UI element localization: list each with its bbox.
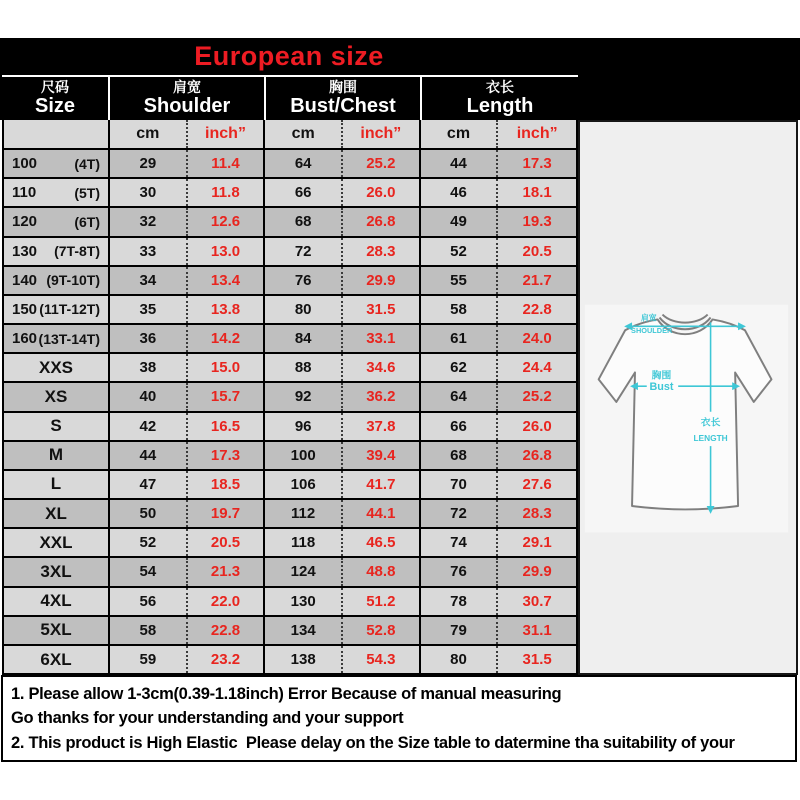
le-cm-value: 62 <box>421 354 499 381</box>
column-header-bust <box>266 77 422 120</box>
table-row <box>4 296 576 325</box>
length-label-en: Length <box>466 95 534 118</box>
le-cm-value: 74 <box>421 529 499 556</box>
table-row <box>4 529 576 558</box>
length-inch-unit: inch” <box>516 125 558 142</box>
size-cell <box>4 179 110 206</box>
size-cell <box>4 296 110 323</box>
le-in-value: 24.0 <box>522 330 552 348</box>
bu-in-value: 54.3 <box>343 646 421 673</box>
le-in-value: 29.9 <box>522 563 552 581</box>
sh-in-value: 22.0 <box>188 588 266 615</box>
table-row <box>4 325 576 354</box>
size-value: 120 <box>12 213 38 231</box>
diagram-bust-label-en: Bust <box>649 381 674 394</box>
bu-in-value: 41.7 <box>343 471 421 498</box>
size-cell <box>4 238 110 265</box>
sh-cm-value: 47 <box>110 471 188 498</box>
shoulder-inch-unit: inch” <box>188 120 266 148</box>
bust-inch-unit: inch” <box>343 120 421 148</box>
size-value: 3XL <box>40 561 72 581</box>
sh-in-value: 22.8 <box>188 617 266 644</box>
size-cell <box>4 150 110 177</box>
size-cell <box>4 558 110 585</box>
sh-cm-value: 52 <box>110 529 188 556</box>
le-cm-value: 68 <box>421 442 499 469</box>
le-cm-value: 80 <box>421 646 499 673</box>
size-cell <box>4 471 110 498</box>
diagram-length-label-en: LENGTH <box>693 433 728 444</box>
note-2: Go thanks for your understanding and your support <box>11 709 404 727</box>
diagram-length-label-zh: 衣长 <box>700 417 721 429</box>
sh-in-value: 15.7 <box>188 383 266 410</box>
sh-in-value: 17.3 <box>188 442 266 469</box>
sh-cm-value: 33 <box>110 238 188 265</box>
sh-cm-value: 40 <box>110 383 188 410</box>
sh-cm-value: 58 <box>110 617 188 644</box>
bu-in-value: 26.0 <box>343 179 421 206</box>
bu-in-value: 28.3 <box>343 238 421 265</box>
bu-in-value: 25.2 <box>343 150 421 177</box>
le-cm-value: 78 <box>421 588 499 615</box>
size-age-tag: (13T-14T) <box>38 330 100 347</box>
bu-in-value: 44.1 <box>343 500 421 527</box>
sh-cm-value: 36 <box>110 325 188 352</box>
sh-cm-value: 54 <box>110 558 188 585</box>
bu-cm-value: 64 <box>265 150 343 177</box>
size-table <box>2 120 578 675</box>
le-cm-value: 55 <box>421 267 499 294</box>
table-row <box>4 500 576 529</box>
footer-notes <box>1 675 797 762</box>
size-age-tag: (7T-8T) <box>54 243 100 260</box>
table-row <box>4 383 576 412</box>
bu-cm-value: 92 <box>265 383 343 410</box>
bu-in-value: 46.5 <box>343 529 421 556</box>
size-age-tag: (9T-10T) <box>46 272 100 289</box>
le-in-value: 31.1 <box>522 621 552 639</box>
sh-in-value: 14.2 <box>188 325 266 352</box>
table-row <box>4 646 576 675</box>
le-cm-value: 49 <box>421 208 499 235</box>
tshirt-diagram <box>580 122 796 673</box>
size-age-tag: (6T) <box>74 213 100 230</box>
size-cell <box>4 617 110 644</box>
size-value: XXL <box>39 532 73 552</box>
diagram-shoulder-label-zh: 肩宽 <box>640 313 657 323</box>
le-in-value: 17.3 <box>522 155 552 173</box>
sh-cm-value: 38 <box>110 354 188 381</box>
table-row <box>4 617 576 646</box>
bust-label-en: Bust/Chest <box>290 95 396 118</box>
shoulder-label-zh: 肩宽 <box>173 78 201 95</box>
sh-cm-value: 30 <box>110 179 188 206</box>
table-row <box>4 558 576 587</box>
bu-in-value: 34.6 <box>343 354 421 381</box>
size-label-en: Size <box>34 95 76 118</box>
size-cell <box>4 413 110 440</box>
bu-in-value: 48.8 <box>343 558 421 585</box>
bu-cm-value: 138 <box>265 646 343 673</box>
column-header-size <box>2 77 110 120</box>
size-cell <box>4 267 110 294</box>
sh-in-value: 13.0 <box>188 238 266 265</box>
sh-in-value: 11.8 <box>188 179 266 206</box>
le-in-value: 27.6 <box>522 475 552 493</box>
size-value: 110 <box>12 184 37 202</box>
table-row <box>4 354 576 383</box>
size-cell <box>4 500 110 527</box>
bu-in-value: 52.8 <box>343 617 421 644</box>
size-cell <box>4 208 110 235</box>
sh-cm-value: 50 <box>110 500 188 527</box>
sh-cm-value: 29 <box>110 150 188 177</box>
size-age-tag: (11T-12T) <box>39 301 100 318</box>
bu-cm-value: 106 <box>265 471 343 498</box>
size-value: M <box>48 445 64 465</box>
le-in-value: 19.3 <box>522 213 552 231</box>
sh-in-value: 18.5 <box>188 471 266 498</box>
table-row <box>4 442 576 471</box>
column-header-length <box>422 77 578 120</box>
bu-cm-value: 100 <box>265 442 343 469</box>
sh-in-value: 20.5 <box>188 529 266 556</box>
length-label-zh: 衣长 <box>486 78 514 95</box>
sh-in-value: 23.2 <box>188 646 266 673</box>
size-cell <box>4 325 110 352</box>
sh-cm-value: 35 <box>110 296 188 323</box>
bu-cm-value: 72 <box>265 238 343 265</box>
shoulder-label-en: Shoulder <box>143 95 231 118</box>
size-value: 4XL <box>40 591 72 611</box>
size-value: S <box>50 416 62 436</box>
units-row-size-cell <box>4 120 110 148</box>
sh-in-value: 16.5 <box>188 413 266 440</box>
le-in-value: 28.3 <box>522 505 552 523</box>
size-value: XXS <box>38 357 74 377</box>
bu-in-value: 36.2 <box>343 383 421 410</box>
sh-in-value: 13.4 <box>188 267 266 294</box>
sh-cm-value: 44 <box>110 442 188 469</box>
size-cell <box>4 529 110 556</box>
le-cm-value: 52 <box>421 238 499 265</box>
le-in-value: 29.1 <box>522 534 552 552</box>
sh-cm-value: 32 <box>110 208 188 235</box>
bu-in-value: 51.2 <box>343 588 421 615</box>
le-cm-value: 61 <box>421 325 499 352</box>
diagram-panel <box>578 120 798 675</box>
bu-cm-value: 80 <box>265 296 343 323</box>
bust-label-zh: 胸围 <box>329 78 357 95</box>
bu-cm-value: 130 <box>265 588 343 615</box>
sh-in-value: 11.4 <box>188 150 266 177</box>
le-cm-value: 46 <box>421 179 499 206</box>
size-value: 130 <box>12 242 38 260</box>
bu-cm-value: 112 <box>265 500 343 527</box>
size-value: 6XL <box>40 649 72 669</box>
le-in-value: 18.1 <box>522 184 552 202</box>
size-value: 100 <box>12 155 38 173</box>
sh-cm-value: 56 <box>110 588 188 615</box>
sh-in-value: 19.7 <box>188 500 266 527</box>
page-title: European size <box>194 41 384 71</box>
le-cm-value: 58 <box>421 296 499 323</box>
bu-cm-value: 84 <box>265 325 343 352</box>
le-in-value: 22.8 <box>522 300 552 318</box>
bu-cm-value: 68 <box>265 208 343 235</box>
length-cm-unit: cm <box>421 120 499 148</box>
le-in-value: 21.7 <box>522 271 552 289</box>
le-cm-value: 70 <box>421 471 499 498</box>
size-value: L <box>50 474 62 494</box>
size-value: XS <box>44 386 68 406</box>
le-in-value: 25.2 <box>522 388 552 406</box>
le-in-value: 26.0 <box>522 417 552 435</box>
le-in-value: 26.8 <box>522 446 552 464</box>
bu-cm-value: 134 <box>265 617 343 644</box>
size-age-tag: (4T) <box>74 155 100 172</box>
size-value: XL <box>45 503 67 523</box>
bu-in-value: 29.9 <box>343 267 421 294</box>
note-1: 1. Please allow 1-3cm(0.39-1.18inch) Error Because of manual measuring <box>11 684 562 703</box>
header-band <box>0 38 800 120</box>
size-age-tag: (5T) <box>74 184 100 201</box>
le-cm-value: 76 <box>421 558 499 585</box>
sh-in-value: 15.0 <box>188 354 266 381</box>
le-in-value: 20.5 <box>522 242 552 260</box>
bu-in-value: 33.1 <box>343 325 421 352</box>
bu-cm-value: 88 <box>265 354 343 381</box>
diagram-shoulder-label-en: SHOULDER <box>631 326 673 336</box>
size-cell <box>4 383 110 410</box>
size-cell <box>4 442 110 469</box>
size-cell <box>4 354 110 381</box>
bu-in-value: 39.4 <box>343 442 421 469</box>
bu-in-value: 31.5 <box>343 296 421 323</box>
sh-cm-value: 34 <box>110 267 188 294</box>
table-row <box>4 150 576 179</box>
size-value: 140 <box>12 271 38 289</box>
units-row <box>4 120 576 150</box>
le-in-value: 24.4 <box>522 359 552 377</box>
bu-cm-value: 76 <box>265 267 343 294</box>
sh-in-value: 21.3 <box>188 558 266 585</box>
le-cm-value: 66 <box>421 413 499 440</box>
sh-in-value: 12.6 <box>188 208 266 235</box>
sh-in-value: 13.8 <box>188 296 266 323</box>
bu-cm-value: 118 <box>265 529 343 556</box>
table-row <box>4 238 576 267</box>
bu-cm-value: 66 <box>265 179 343 206</box>
sh-cm-value: 59 <box>110 646 188 673</box>
le-in-value: 31.5 <box>522 651 552 668</box>
bu-in-value: 37.8 <box>343 413 421 440</box>
note-3: 2. This product is High Elastic Please delay on the Size table to datermine tha suitability of your <box>11 733 735 752</box>
bu-cm-value: 124 <box>265 558 343 585</box>
table-row <box>4 208 576 237</box>
bust-cm-unit: cm <box>265 120 343 148</box>
table-row <box>4 471 576 500</box>
table-row <box>4 179 576 208</box>
le-cm-value: 64 <box>421 383 499 410</box>
size-cell <box>4 646 110 673</box>
size-value: 160 <box>12 330 38 348</box>
column-headers <box>2 77 578 120</box>
size-value: 150 <box>12 300 38 318</box>
bu-cm-value: 96 <box>265 413 343 440</box>
size-cell <box>4 588 110 615</box>
bu-in-value: 26.8 <box>343 208 421 235</box>
size-label-zh: 尺码 <box>41 78 69 95</box>
table-row <box>4 267 576 296</box>
le-cm-value: 44 <box>421 150 499 177</box>
size-value: 5XL <box>40 620 72 640</box>
le-cm-value: 79 <box>421 617 499 644</box>
le-in-value: 30.7 <box>522 592 552 610</box>
table-row <box>4 588 576 617</box>
column-header-shoulder <box>110 77 266 120</box>
sh-cm-value: 42 <box>110 413 188 440</box>
le-cm-value: 72 <box>421 500 499 527</box>
diagram-bust-label-zh: 胸围 <box>651 370 672 382</box>
table-row <box>4 413 576 442</box>
shoulder-cm-unit: cm <box>110 120 188 148</box>
